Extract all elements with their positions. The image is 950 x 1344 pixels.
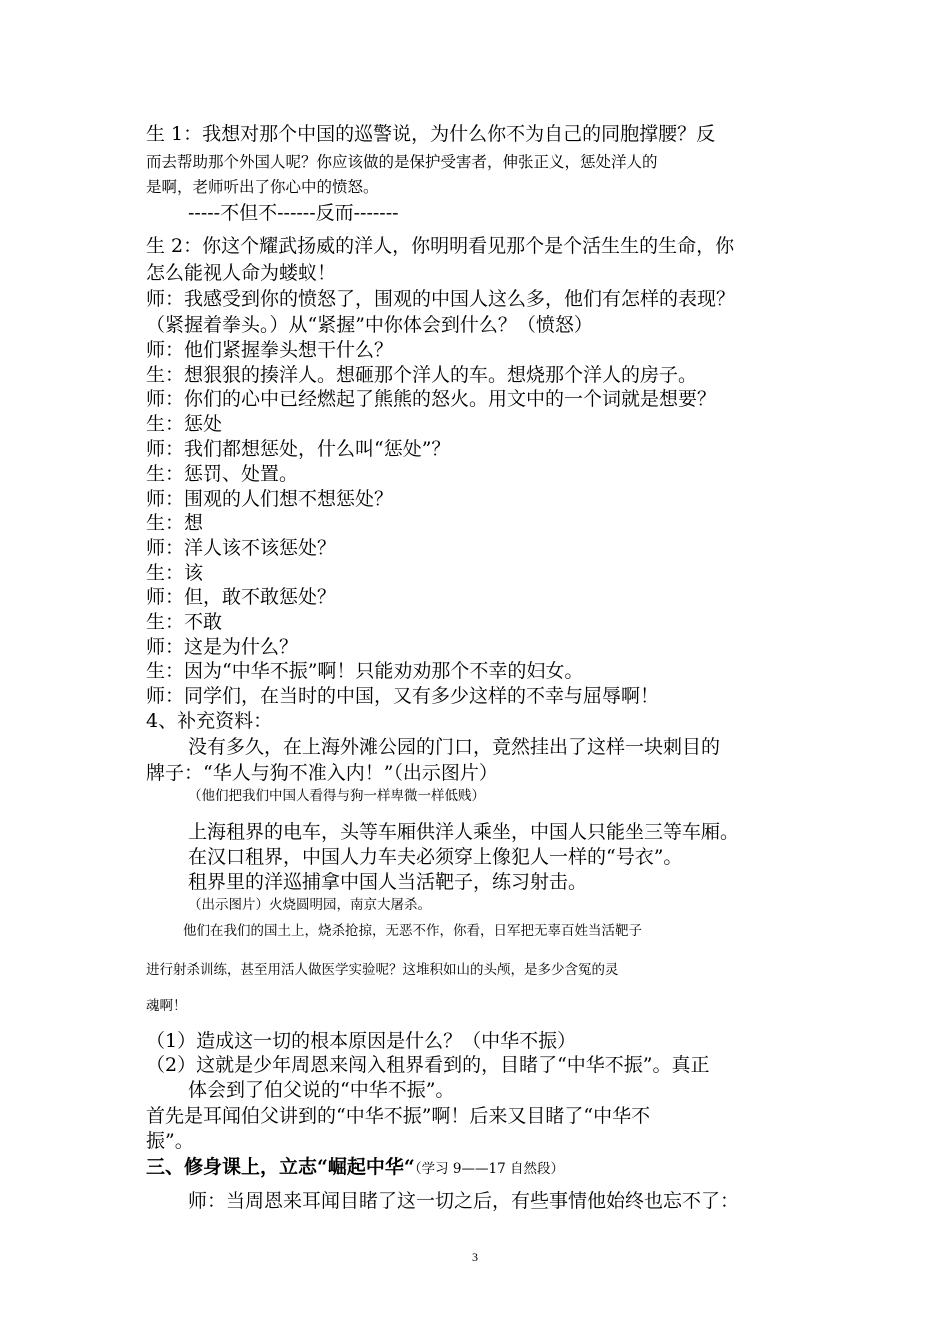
text-line: 怎么能视人命为蝼蚁！ [146, 262, 337, 284]
text-line: 师：当周恩来耳闻目睹了这一切之后，有些事情他始终也忘不了： [188, 1190, 740, 1212]
section-heading-note: （学习 9——17 自然段） [414, 1161, 564, 1177]
text-line: 生 2：你这个耀武扬威的洋人，你明明看见那个是个活生生的生命，你 [146, 235, 735, 257]
text-line: 生：该 [146, 562, 204, 584]
section-heading: 4、补充资料： [146, 710, 273, 732]
text-line: （1）造成这一切的根本原因是什么？（中华不振） [146, 1030, 577, 1052]
text-line: 生：惩处 [146, 413, 223, 435]
text-line: 而去帮助那个外国人呢？你应该做的是保护受害者，伸张正义，惩处洋人的 [146, 153, 658, 171]
section-heading-title: 三、修身课上，立志“崛起中华“ [146, 1156, 415, 1178]
text-line: 进行射杀训练，甚至用活人做医学实验呢？这堆积如山的头颅，是多少含冤的灵 [146, 962, 619, 978]
text-line: 生：不敢 [146, 611, 223, 633]
text-line: 上海租界的电车，头等车厢供洋人乘坐，中国人只能坐三等车厢。 [188, 821, 740, 843]
text-line: 师：你们的心中已经燃起了熊熊的怒火。用文中的一个词就是想要？ [146, 388, 717, 410]
text-line: 在汉口租界，中国人力车夫必须穿上像犯人一样的“号衣”。 [188, 846, 683, 868]
text-line: 生：因为“中华不振”啊！只能劝劝那个不幸的妇女。 [146, 660, 584, 682]
text-line: 师：我们都想惩处，什么叫“惩处”？ [146, 438, 451, 460]
text-line: 师：我感受到你的愤怒了，围观的中国人这么多，他们有怎样的表现？ [146, 288, 736, 310]
text-line: 师：他们紧握拳头想干什么？ [146, 339, 394, 361]
text-line: （他们把我们中国人看得与狗一样卑微一样低贱） [188, 788, 485, 804]
text-line: （紧握着拳头。）从“紧握”中你体会到什么？（愤怒） [146, 314, 593, 336]
text-line: 师：但，敢不敢惩处？ [146, 586, 337, 608]
text-line: 师：洋人该不该惩处？ [146, 537, 337, 559]
section-heading [146, 1155, 564, 1181]
text-line: （2）这就是少年周恩来闯入租界看到的，目睹了“中华不振”。真正 [146, 1054, 710, 1076]
text-line: 牌子：“华人与狗不准入内！”（出示图片） [146, 762, 498, 784]
text-line: 他们在我们的国土上，烧杀抢掠，无恶不作，你看，日军把无辜百姓当活靶子 [183, 923, 642, 939]
text-line: 没有多久，在上海外滩公园的门口，竟然挂出了这样一块刺目的 [188, 736, 721, 758]
text-line: 租界里的洋巡捕拿中国人当活靶子，练习射击。 [188, 871, 588, 893]
text-line: 体会到了伯父说的“中华不振”。 [188, 1079, 455, 1101]
text-line: 生 1：我想对那个中国的巡警说，为什么你不为自己的同胞撑腰？反 [146, 123, 716, 145]
text-line: 魂啊！ [146, 998, 187, 1014]
text-line: 振”。 [146, 1130, 194, 1152]
text-line: 是啊，老师听出了你心中的愤怒。 [146, 178, 379, 196]
text-line: （出示图片）火烧圆明园，南京大屠杀。 [188, 897, 431, 913]
text-line: 师：这是为什么？ [146, 636, 299, 658]
text-line: 生：想 [146, 512, 204, 534]
text-line: 师：围观的人们想不想惩处？ [146, 488, 394, 510]
text-line: 生：想狠狠的揍洋人。想砸那个洋人的车。想烧那个洋人的房子。 [146, 364, 698, 386]
text-line: -----不但不------反而------- [188, 202, 399, 224]
text-line: 师：同学们，在当时的中国，又有多少这样的不幸与屈辱啊！ [146, 685, 660, 707]
text-line: 生：惩罚、处置。 [146, 463, 299, 485]
text-line: 首先是耳闻伯父讲到的“中华不振”啊！后来又目睹了“中华不 [146, 1105, 651, 1127]
page-number: 3 [472, 1250, 478, 1264]
